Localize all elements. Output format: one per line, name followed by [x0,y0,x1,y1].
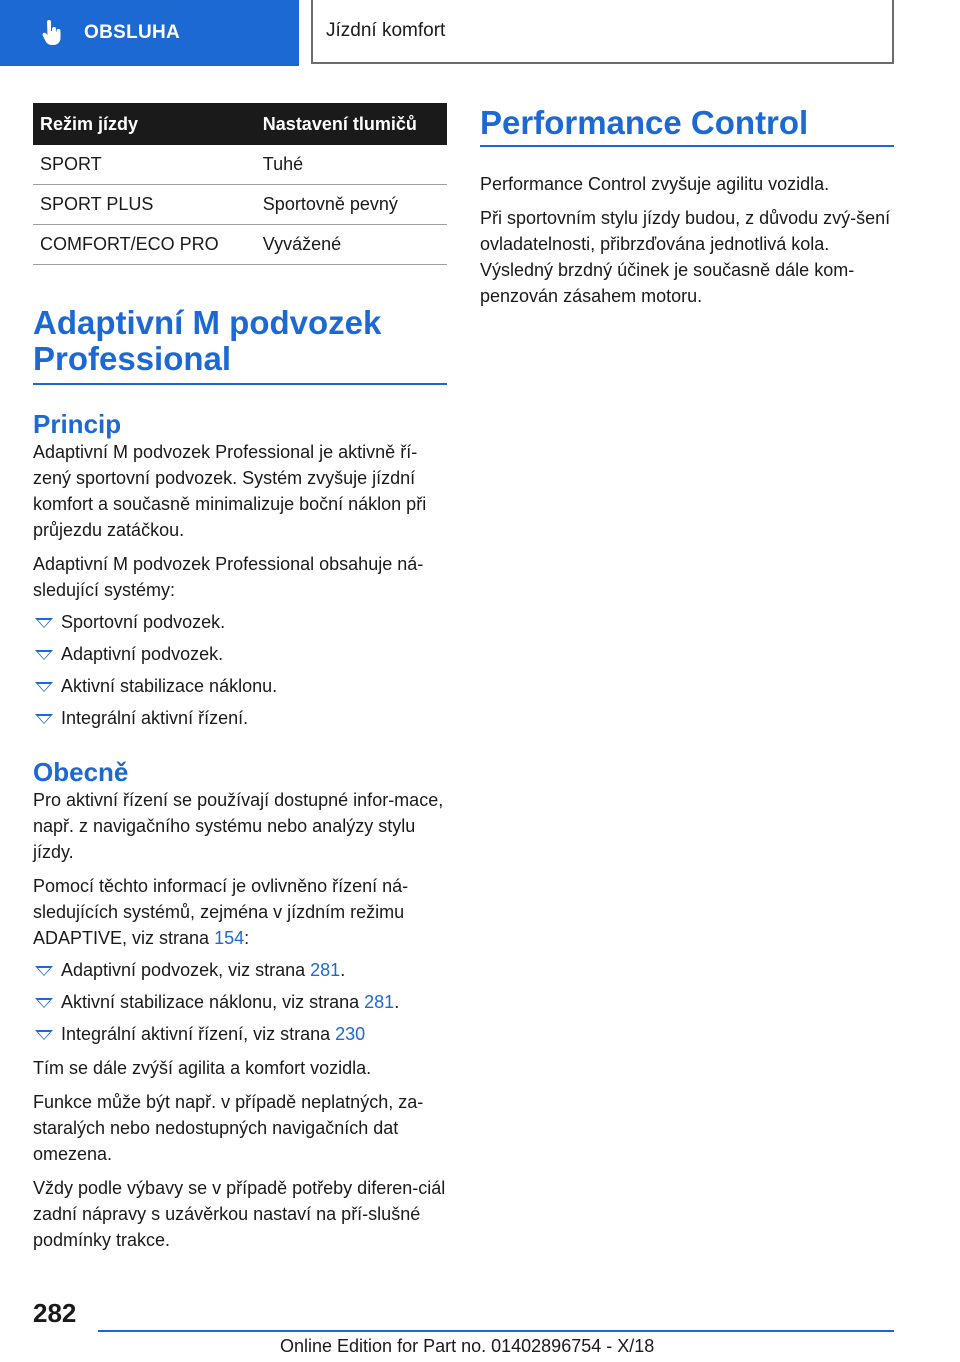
table-row [33,185,447,225]
list-item-text: Adaptivní podvozek, viz strana [61,960,311,980]
bullet-triangle-icon [35,998,53,1008]
list-item-text: Aktivní stabilizace náklonu, viz strana [61,992,365,1012]
list-item-text: . [394,992,400,1012]
page-link[interactable]: 230 [335,1024,366,1044]
bullet-triangle-icon [35,1030,53,1040]
list-item [33,705,447,731]
table-cell: SPORT PLUS [33,185,253,225]
section-title: Performance Control [480,103,894,147]
list-item-text: Sportovní podvozek. [61,612,226,632]
table-cell: SPORT [33,145,253,185]
section-label: OBSLUHA [84,22,181,43]
list-item-text: . [340,960,346,980]
paragraph: Performance Control zvyšuje agilitu vozidla. [480,174,830,194]
bullet-triangle-icon [35,714,53,724]
table-header-row [33,103,447,145]
right-column [480,103,894,309]
table-cell: Tuhé [253,145,447,185]
list-item-text: Integrální aktivní řízení, viz strana [61,1024,336,1044]
list-item [33,957,447,983]
left-column [33,103,447,1253]
paragraph: Funkce může být např. v případě neplatných, za‐staralých nebo nedostupných navigačních dat omezena. [33,1092,424,1164]
bullet-triangle-icon [35,618,53,628]
table-header-cell: Nastavení tlumičů [253,103,447,145]
table-cell: Vyvážené [253,225,447,265]
drive-mode-table [33,103,447,265]
list-item [33,1021,447,1047]
table-row [33,145,447,185]
paragraph-text: : [244,928,250,948]
list-item-text: Integrální aktivní řízení. [61,708,249,728]
section-title-line: Professional [33,340,232,377]
bullet-triangle-icon [35,682,53,692]
footer-edition-text: Online Edition for Part no. 01402896754 - X/18 [280,1336,655,1356]
paragraph: Při sportovním stylu jízdy budou, z důvodu zvý‐šení ovladatelnosti, přibrzďována jednotlivá kola. Výsledný brzdný účinek je současně dále kom‐penzován zásahem motoru. [480,208,891,306]
table-header-cell: Režim jízdy [33,103,253,145]
bullet-list [33,609,447,731]
hand-pointer-icon [40,20,64,46]
table-row [33,225,447,265]
bullet-triangle-icon [35,650,53,660]
page-link[interactable]: 154 [214,928,245,948]
table-cell: COMFORT/ECO PRO [33,225,253,265]
list-item-text: Adaptivní podvozek. [61,644,224,664]
list-item [33,609,447,635]
paragraph-text: Pomocí těchto informací je ovlivněno řízení ná‐sledujících systémů, zejména v jízdním režimu ADAPTIVE, viz strana [33,876,409,948]
paragraph: Adaptivní M podvozek Professional obsahuje ná‐sledující systémy: [33,554,424,600]
bullet-list [33,957,447,1047]
paragraph: Adaptivní M podvozek Professional je aktivně ří‐zený sportovní podvozek. Systém zvyšuje jízdní komfort a současně minimalizuje boční náklon při průjezdu zatáčkou. [33,442,427,540]
section-title-line: Adaptivní M podvozek [33,304,382,341]
table-cell: Sportovně pevný [253,185,447,225]
paragraph: Pro aktivní řízení se používají dostupné infor‐mace, např. z navigačního systému nebo analýzy stylu jízdy. [33,790,444,862]
chapter-title: Jízdní komfort [326,20,446,41]
list-item [33,641,447,667]
chapter-title-box [311,0,894,64]
list-item [33,673,447,699]
list-item-text: Aktivní stabilizace náklonu. [61,676,278,696]
subheading-obecne: Obecně [33,757,129,787]
page-number: 282 [33,1298,77,1328]
section-tab[interactable] [0,0,299,66]
section-title [33,305,447,385]
footer-divider [98,1330,894,1332]
page-link[interactable]: 281 [364,992,395,1012]
subheading-princip: Princip [33,409,122,439]
bullet-triangle-icon [35,966,53,976]
page-link[interactable]: 281 [310,960,341,980]
paragraph [33,873,447,951]
list-item [33,989,447,1015]
paragraph: Vždy podle výbavy se v případě potřeby diferen‐ciál zadní nápravy s uzávěrkou nastaví na pří‐slušné podmínky trakce. [33,1178,446,1250]
paragraph: Tím se dále zvýší agilita a komfort vozidla. [33,1058,372,1078]
